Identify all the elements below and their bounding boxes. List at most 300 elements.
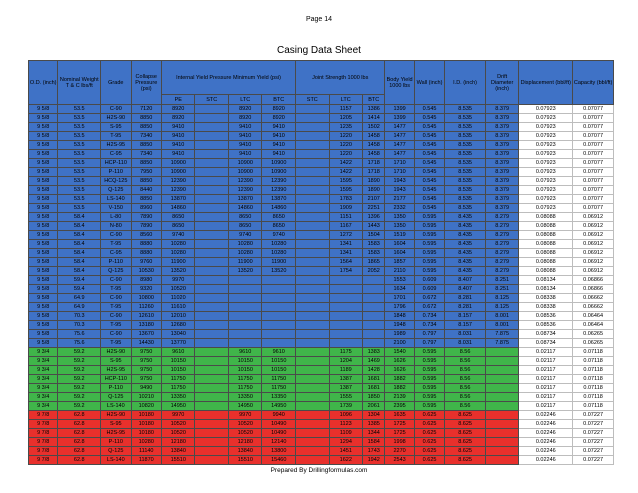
table-cell: 8.535 <box>445 141 486 150</box>
table-cell: 59.2 <box>58 402 101 411</box>
table-cell: 9410 <box>161 132 195 141</box>
table-row <box>29 186 614 195</box>
header-id: I.D. (inch) <box>445 61 486 105</box>
table-cell: 9410 <box>262 141 296 150</box>
table-cell: 13350 <box>228 393 262 402</box>
table-cell: 58.4 <box>58 249 101 258</box>
table-cell: 1890 <box>363 186 385 195</box>
table-cell: 14430 <box>131 339 161 348</box>
table-cell: 1205 <box>329 114 363 123</box>
table-cell: 9410 <box>262 150 296 159</box>
table-cell: 8.625 <box>445 411 486 420</box>
table-cell <box>329 321 363 330</box>
table-cell: 8.625 <box>445 438 486 447</box>
table-cell: 0.02117 <box>519 357 573 366</box>
table-cell <box>296 276 330 285</box>
table-cell: 1595 <box>329 177 363 186</box>
table-cell: Q-125 <box>101 393 131 402</box>
table-cell: 0.595 <box>414 240 444 249</box>
table-cell: 1584 <box>363 438 385 447</box>
table-cell: 1681 <box>363 384 385 393</box>
table-cell: 12390 <box>228 186 262 195</box>
table-cell: 8.535 <box>445 114 486 123</box>
table-cell <box>296 330 330 339</box>
table-cell <box>195 276 229 285</box>
table-cell: 10520 <box>228 420 262 429</box>
table-cell: Q-125 <box>101 186 131 195</box>
table-cell: 1458 <box>363 150 385 159</box>
table-cell: 0.07227 <box>573 429 614 438</box>
table-cell: LS-140 <box>101 195 131 204</box>
table-cell: 0.797 <box>414 330 444 339</box>
table-cell: 12180 <box>161 438 195 447</box>
table-cell: 8.56 <box>445 375 486 384</box>
table-cell: 11900 <box>161 258 195 267</box>
table-cell <box>195 357 229 366</box>
table-cell: 8880 <box>131 240 161 249</box>
table-cell <box>363 303 385 312</box>
table-cell: 0.07077 <box>573 186 614 195</box>
table-cell: H2S-95 <box>101 141 131 150</box>
table-cell: 9410 <box>228 150 262 159</box>
table-cell: 0.734 <box>414 321 444 330</box>
table-cell: 2395 <box>385 402 414 411</box>
table-cell: 8920 <box>262 105 296 114</box>
table-cell: 8850 <box>131 195 161 204</box>
table-cell <box>228 330 262 339</box>
table-cell: 1502 <box>363 123 385 132</box>
table-cell: Q-125 <box>101 447 131 456</box>
table-cell <box>262 312 296 321</box>
header-displacement: Displacement (bbl/ft) <box>519 61 573 105</box>
table-cell: 0.06912 <box>573 213 614 222</box>
table-cell: 0.07227 <box>573 438 614 447</box>
table-cell: 0.07118 <box>573 375 614 384</box>
table-cell <box>195 420 229 429</box>
table-cell <box>262 303 296 312</box>
table-cell: 58.4 <box>58 240 101 249</box>
table-row <box>29 204 614 213</box>
table-cell: 13520 <box>228 267 262 276</box>
table-cell: 70.3 <box>58 321 101 330</box>
table-cell: 10900 <box>262 159 296 168</box>
table-cell: 8.279 <box>485 231 519 240</box>
table-cell: 0.625 <box>414 411 444 420</box>
table-cell <box>228 276 262 285</box>
table-cell: 8.001 <box>485 321 519 330</box>
table-cell <box>485 411 519 420</box>
table-cell: T-95 <box>101 339 131 348</box>
table-cell: 9 3/4 <box>29 402 58 411</box>
table-cell: 8.407 <box>445 285 486 294</box>
table-cell: 0.07118 <box>573 357 614 366</box>
table-cell: 0.07077 <box>573 105 614 114</box>
header-wall: Wall (inch) <box>414 61 444 105</box>
table-cell: 9 3/4 <box>29 348 58 357</box>
table-cell: 1387 <box>329 384 363 393</box>
table-cell <box>195 177 229 186</box>
table-cell: 8.379 <box>485 132 519 141</box>
table-cell: 1399 <box>385 114 414 123</box>
table-cell: 0.02246 <box>519 429 573 438</box>
table-cell: 0.595 <box>414 267 444 276</box>
table-cell: 9 5/8 <box>29 258 58 267</box>
table-cell: 9 5/8 <box>29 249 58 258</box>
table-cell: 8.031 <box>445 330 486 339</box>
header-collapse-pressure: Collapse Pressure (psi) <box>131 61 161 105</box>
table-cell: 0.734 <box>414 312 444 321</box>
table-cell: 8.535 <box>445 168 486 177</box>
table-cell: 9 5/8 <box>29 168 58 177</box>
table-cell: 1725 <box>385 420 414 429</box>
table-cell: 1443 <box>363 222 385 231</box>
table-cell <box>296 438 330 447</box>
table-row <box>29 240 614 249</box>
table-cell: 8440 <box>131 186 161 195</box>
table-cell: 0.08734 <box>519 330 573 339</box>
table-cell: 0.02246 <box>519 447 573 456</box>
table-cell: 11870 <box>131 456 161 465</box>
table-cell: 9 5/8 <box>29 105 58 114</box>
table-cell: 8920 <box>161 105 195 114</box>
table-cell: 1739 <box>329 402 363 411</box>
table-cell: 8.535 <box>445 159 486 168</box>
table-row <box>29 429 614 438</box>
footer-credit: Prepared By Drillingformulas.com <box>270 467 368 474</box>
table-cell: 14950 <box>228 402 262 411</box>
table-cell: 53.5 <box>58 168 101 177</box>
table-cell: 1341 <box>329 249 363 258</box>
table-cell: 10490 <box>262 429 296 438</box>
table-cell: 59.2 <box>58 375 101 384</box>
table-cell: 1943 <box>385 186 414 195</box>
table-cell: 1304 <box>363 411 385 420</box>
table-cell: 0.07923 <box>519 132 573 141</box>
table-row <box>29 402 614 411</box>
table-cell: 0.609 <box>414 285 444 294</box>
table-cell: 14860 <box>262 204 296 213</box>
table-cell: 0.625 <box>414 447 444 456</box>
table-cell: 1477 <box>385 132 414 141</box>
table-cell: 9 5/8 <box>29 222 58 231</box>
table-cell: 1540 <box>385 348 414 357</box>
table-cell: 1294 <box>329 438 363 447</box>
table-cell: 0.595 <box>414 231 444 240</box>
table-cell: 62.8 <box>58 420 101 429</box>
table-cell: 8.001 <box>485 312 519 321</box>
table-cell <box>195 402 229 411</box>
table-cell: 8.56 <box>445 366 486 375</box>
table-cell <box>485 402 519 411</box>
table-cell: 13870 <box>228 195 262 204</box>
table-cell: 8.56 <box>445 357 486 366</box>
table-cell: L-80 <box>101 213 131 222</box>
table-cell: 7340 <box>131 132 161 141</box>
table-cell: 1564 <box>329 258 363 267</box>
table-cell <box>296 357 330 366</box>
table-cell: 59.2 <box>58 384 101 393</box>
table-row <box>29 285 614 294</box>
table-cell: LS-140 <box>101 402 131 411</box>
table-cell: 0.595 <box>414 348 444 357</box>
table-cell: 2139 <box>385 393 414 402</box>
table-cell: Q-125 <box>101 267 131 276</box>
table-cell <box>262 276 296 285</box>
table-cell: 2543 <box>385 456 414 465</box>
table-cell: 14950 <box>262 402 296 411</box>
table-cell: HCQ-125 <box>101 177 131 186</box>
table-cell: 0.545 <box>414 159 444 168</box>
table-cell: 1096 <box>329 411 363 420</box>
table-cell: 0.07227 <box>573 456 614 465</box>
table-row <box>29 258 614 267</box>
table-cell: 8.279 <box>485 222 519 231</box>
table-cell <box>195 258 229 267</box>
table-cell: 1865 <box>363 258 385 267</box>
table-cell <box>228 312 262 321</box>
table-cell: 9 5/8 <box>29 267 58 276</box>
table-row <box>29 105 614 114</box>
table-cell: V-150 <box>101 204 131 213</box>
table-cell: 1701 <box>385 294 414 303</box>
table-cell: 1387 <box>329 375 363 384</box>
table-cell: 9 5/8 <box>29 177 58 186</box>
table-cell: 1151 <box>329 213 363 222</box>
table-cell: 1626 <box>385 357 414 366</box>
table-cell: 8.535 <box>445 186 486 195</box>
table-cell: 9970 <box>228 411 262 420</box>
table-cell <box>329 285 363 294</box>
table-cell: 58.4 <box>58 258 101 267</box>
table-cell: 8.435 <box>445 240 486 249</box>
table-cell: 8920 <box>262 114 296 123</box>
table-cell <box>296 312 330 321</box>
table-cell: 1504 <box>363 231 385 240</box>
table-cell: H2S-90 <box>101 114 131 123</box>
table-cell: 8850 <box>131 141 161 150</box>
table-cell: 0.545 <box>414 204 444 213</box>
table-cell: 13800 <box>262 447 296 456</box>
table-cell: 8650 <box>228 213 262 222</box>
table-cell: 2100 <box>385 339 414 348</box>
table-cell: 13870 <box>161 195 195 204</box>
table-cell: H2S-95 <box>101 429 131 438</box>
table-cell: 1718 <box>363 159 385 168</box>
table-cell <box>262 330 296 339</box>
table-cell: 9610 <box>228 348 262 357</box>
table-cell: 8.031 <box>445 339 486 348</box>
table-cell: 9 5/8 <box>29 294 58 303</box>
table-cell: 9750 <box>131 375 161 384</box>
table-cell: 9 3/4 <box>29 384 58 393</box>
table-row <box>29 411 614 420</box>
table-cell: 9410 <box>161 123 195 132</box>
table-cell: 9760 <box>131 258 161 267</box>
table-cell: 9740 <box>228 231 262 240</box>
table-row <box>29 114 614 123</box>
table-cell <box>195 132 229 141</box>
table-cell: 58.4 <box>58 267 101 276</box>
table-cell: 11900 <box>228 258 262 267</box>
table-row <box>29 438 614 447</box>
table-cell: 2270 <box>385 447 414 456</box>
table-cell: 8.379 <box>485 186 519 195</box>
table-cell <box>296 366 330 375</box>
table-cell: P-110 <box>101 438 131 447</box>
table-cell: 0.595 <box>414 402 444 411</box>
table-cell: S-95 <box>101 357 131 366</box>
table-cell <box>296 150 330 159</box>
table-cell: 9 5/8 <box>29 204 58 213</box>
table-cell: 0.545 <box>414 168 444 177</box>
table-cell: 9490 <box>131 384 161 393</box>
table-cell: 0.07077 <box>573 132 614 141</box>
table-row <box>29 159 614 168</box>
table-cell: 0.07923 <box>519 195 573 204</box>
table-cell <box>329 294 363 303</box>
table-cell <box>296 114 330 123</box>
table-cell <box>195 393 229 402</box>
table-cell: 62.8 <box>58 447 101 456</box>
table-cell: 9970 <box>161 411 195 420</box>
table-cell: 9 5/8 <box>29 240 58 249</box>
table-cell: C-90 <box>101 330 131 339</box>
table-cell: 59.2 <box>58 348 101 357</box>
table-cell: 8920 <box>161 114 195 123</box>
table-cell: 11750 <box>262 375 296 384</box>
table-cell: 59.4 <box>58 285 101 294</box>
table-cell: 0.06912 <box>573 240 614 249</box>
table-cell: 70.3 <box>58 312 101 321</box>
table-cell <box>262 339 296 348</box>
table-cell <box>195 429 229 438</box>
table-cell: 1754 <box>329 267 363 276</box>
table-cell: 8.379 <box>485 204 519 213</box>
table-row <box>29 195 614 204</box>
table-cell: 9410 <box>262 123 296 132</box>
table-cell: 13840 <box>228 447 262 456</box>
table-cell: 8.379 <box>485 123 519 132</box>
table-cell: 53.5 <box>58 186 101 195</box>
table-cell: 1909 <box>329 204 363 213</box>
table-cell: 0.06662 <box>573 303 614 312</box>
table-cell: 11750 <box>228 384 262 393</box>
table-cell: 64.9 <box>58 294 101 303</box>
table-cell: 8.56 <box>445 393 486 402</box>
table-cell: 0.07077 <box>573 150 614 159</box>
table-row <box>29 168 614 177</box>
table-cell: 8.535 <box>445 177 486 186</box>
table-cell: 0.07923 <box>519 159 573 168</box>
table-row <box>29 294 614 303</box>
table-cell <box>363 312 385 321</box>
table-cell: 1882 <box>385 375 414 384</box>
table-cell: 1626 <box>385 366 414 375</box>
table-row <box>29 150 614 159</box>
table-cell: 0.625 <box>414 420 444 429</box>
table-cell: 75.6 <box>58 339 101 348</box>
table-cell: 1396 <box>363 213 385 222</box>
table-cell: 9 5/8 <box>29 303 58 312</box>
table-cell: 8.407 <box>445 276 486 285</box>
table-cell: 8.535 <box>445 150 486 159</box>
table-cell: 0.595 <box>414 393 444 402</box>
table-cell: 8.535 <box>445 204 486 213</box>
table-cell: 1710 <box>385 168 414 177</box>
table-cell: 0.06866 <box>573 285 614 294</box>
table-cell: 0.797 <box>414 339 444 348</box>
table-cell: 13670 <box>131 330 161 339</box>
table-cell: 0.06866 <box>573 276 614 285</box>
table-cell: 7.875 <box>485 339 519 348</box>
table-cell: 9740 <box>262 231 296 240</box>
table-cell: 9 5/8 <box>29 330 58 339</box>
table-cell: T-95 <box>101 132 131 141</box>
table-cell: 0.595 <box>414 222 444 231</box>
table-cell: 8650 <box>161 222 195 231</box>
table-cell <box>329 303 363 312</box>
table-cell: 53.5 <box>58 195 101 204</box>
table-cell: 62.8 <box>58 438 101 447</box>
table-cell: 1451 <box>329 447 363 456</box>
table-cell: 8880 <box>131 249 161 258</box>
table-cell: 53.5 <box>58 159 101 168</box>
table-cell <box>296 177 330 186</box>
table-cell: 8.379 <box>485 195 519 204</box>
table-cell: T-95 <box>101 240 131 249</box>
table-cell <box>195 195 229 204</box>
subheader-pe: PE <box>161 95 195 105</box>
table-cell: 62.8 <box>58 456 101 465</box>
table-cell <box>195 303 229 312</box>
header-joint-strength: Joint Strength 1000 lbs <box>296 61 385 95</box>
table-cell: 0.672 <box>414 294 444 303</box>
table-cell: 1428 <box>363 366 385 375</box>
table-cell: 1189 <box>329 366 363 375</box>
table-cell <box>329 339 363 348</box>
table-cell: 0.07118 <box>573 348 614 357</box>
table-cell: 53.5 <box>58 150 101 159</box>
table-cell: 1604 <box>385 249 414 258</box>
table-cell: 8650 <box>262 213 296 222</box>
table-cell: C-95 <box>101 150 131 159</box>
table-cell: 9 5/8 <box>29 123 58 132</box>
table-cell: 1882 <box>385 384 414 393</box>
table-cell: 62.8 <box>58 429 101 438</box>
table-cell: LS-140 <box>101 456 131 465</box>
table-cell: 8.625 <box>445 447 486 456</box>
table-cell <box>363 330 385 339</box>
table-cell: 0.06265 <box>573 339 614 348</box>
table-cell: T-95 <box>101 303 131 312</box>
table-cell: 0.545 <box>414 177 444 186</box>
header-drift-diameter: Drift Diameter (inch) <box>485 61 519 105</box>
table-cell: 9 3/4 <box>29 357 58 366</box>
table-cell: 9940 <box>262 411 296 420</box>
table-cell: 1595 <box>329 186 363 195</box>
table-cell <box>296 240 330 249</box>
table-row <box>29 384 614 393</box>
table-cell: 0.595 <box>414 258 444 267</box>
table-cell <box>296 204 330 213</box>
table-cell: 0.06912 <box>573 249 614 258</box>
table-cell: 13040 <box>161 330 195 339</box>
table-cell: 0.07923 <box>519 177 573 186</box>
table-cell: 0.08134 <box>519 276 573 285</box>
table-cell: 9970 <box>161 276 195 285</box>
table-row <box>29 177 614 186</box>
table-cell: C-90 <box>101 294 131 303</box>
